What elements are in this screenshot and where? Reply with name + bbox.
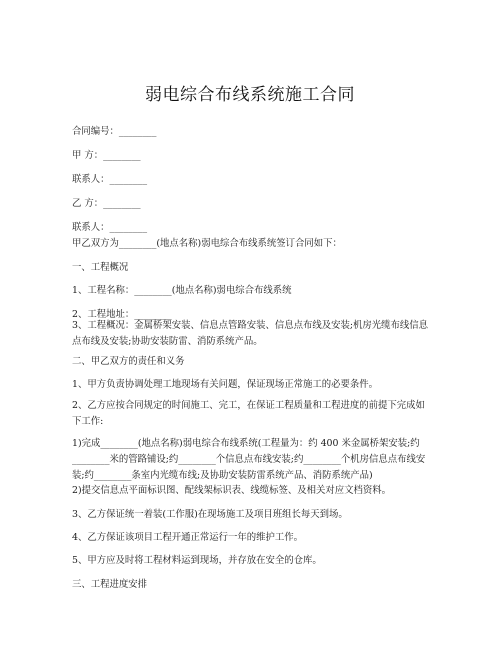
agreement-intro: 甲乙双方为________(地点名称)弱电综合布线系统签订合同如下：: [72, 238, 342, 249]
party-b-duty-4: 4、乙方保证该项目工程开通正常运行一年的维护工作。: [72, 532, 303, 543]
project-name-line: 1、工程名称：________(地点名称)弱电综合布线系统: [72, 285, 292, 296]
party-b-duty-2: 2、乙方应按合同规定的时间施工、完工，在保证工程质量和工程进度的前提下完成如下工作:: [72, 400, 425, 427]
party-a-duty-5: 5、甲方应及时将工程材料运到现场，并存放在安全的仓库。: [72, 555, 322, 566]
work-item-2: 2)提交信息点平面标识图、配线架标识表、线缆标签、及相关对应文档资料。: [72, 485, 392, 496]
section-heading-overview: 一、工程概况: [72, 262, 129, 273]
work-item-1: 1)完成________(地点名称)弱电综合布线系统(工程量为：约 400 米金属桥架安装;约________米的管路铺设;约________个信息点布线安装;约________个机房信息点布线安装;约________条室内光缆布线;及协助安装防雷系统产品、消防系统产品): [72, 438, 426, 481]
party-b-contact-line: 联系人：________: [72, 222, 148, 233]
document-title: 弱电综合布线系统施工合同: [145, 85, 355, 105]
project-address-line: 2、工程地址：________: [72, 309, 172, 320]
contract-number-line: 合同编号：________: [72, 126, 157, 137]
party-b-duty-3: 3、乙方保证统一着装(工作服)在现场施工及项目班组长每天到场。: [72, 509, 348, 520]
party-b-line: 乙 方：________: [72, 198, 141, 209]
project-overview-paragraph: 3、工程概况：金属桥架安装、信息点管路安装、信息点布线及安装;机房光缆布线信息点布线及安装;协助安装防雷、消防系统产品。: [72, 320, 429, 347]
section-heading-responsibilities: 二、甲乙双方的责任和义务: [72, 356, 185, 367]
party-a-contact-line: 联系人：________: [72, 174, 148, 185]
section-heading-schedule: 三、工程进度安排: [72, 579, 148, 590]
party-a-duty-1: 1、甲方负责协调处理工地现场有关问题，保证现场正常施工的必要条件。: [72, 379, 378, 390]
party-a-line: 甲 方：________: [72, 150, 141, 161]
